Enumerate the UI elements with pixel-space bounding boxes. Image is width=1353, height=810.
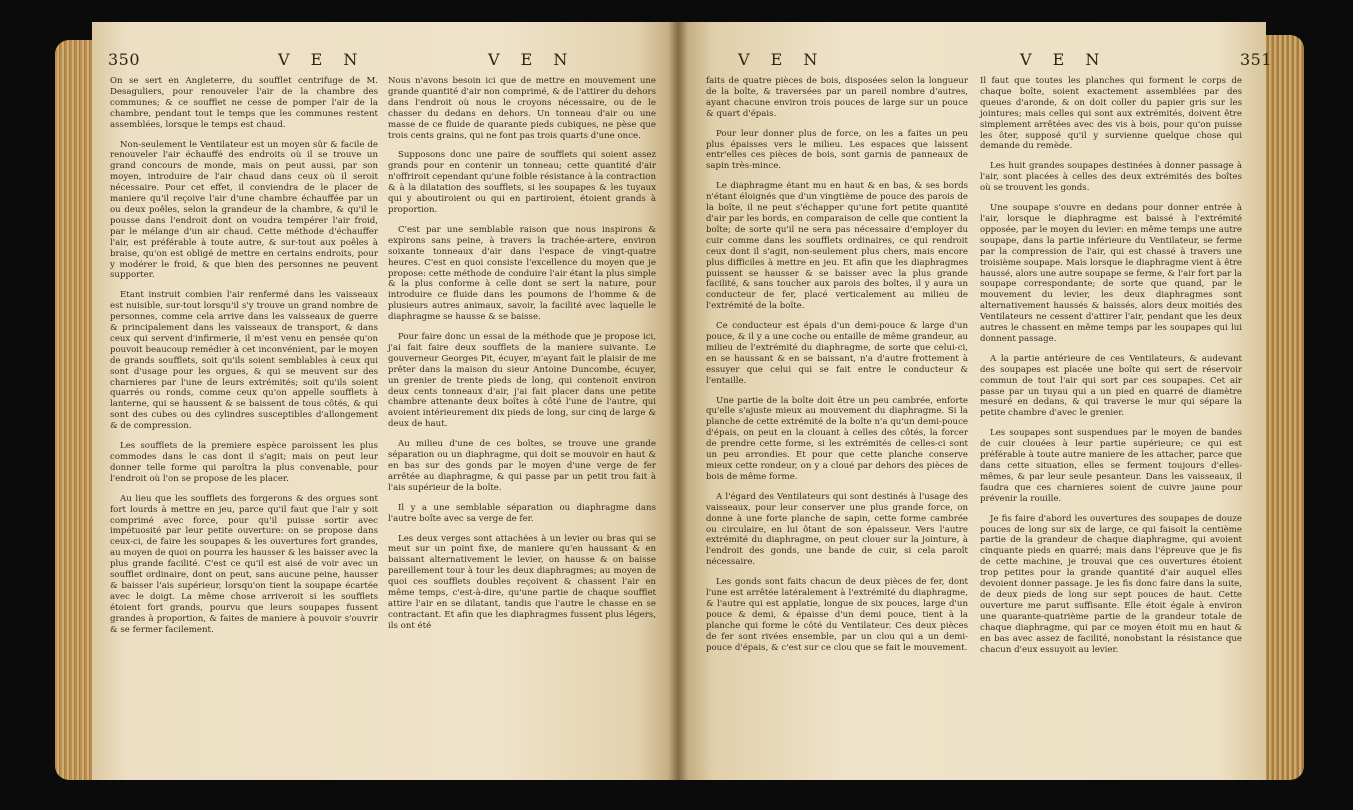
left-running-head: V E N bbox=[278, 50, 366, 69]
right-column-1 bbox=[706, 76, 968, 663]
paragraph: Il y a une semblable séparation ou diaphragme dans l'autre boîte avec sa verge de fer. bbox=[388, 502, 656, 524]
paragraph: Il faut que toutes les planches qui forment le corps de chaque boîte, soient exactement assemblées par des queues d'aronde, & on doit coller du papier gris sur les jointures; mais celles qui sont aux extrémités, doivent être simplement arrêtées avec des vis à bois, pour qu'on puisse les ôter, supposé qu'il y survienne quelque chose qui demande du remède. bbox=[980, 76, 1242, 152]
left-column-2 bbox=[388, 76, 656, 641]
paragraph: Une soupape s'ouvre en dedans pour donner entrée à l'air, lorsque le diaphragme est baissé à l'extrémité opposée, par le moyen du levier: en même temps une autre soupape, dans la partie inférieure du Ventilateur, se ferme par la compression de l'air, qui est chassé à travers une troisième soupape. Mais lorsque le diaphragme vient à être haussé, alors une autre soupape se ferme, & l'air fort par la soupape correspondante; de sorte que quand, par le mouvement du levier, les deux diaphragmes sont alternativement haussés & baissés, alors deux moitiés des Ventilateurs ne cessent d'attirer l'air, pendant que les deux autres le chassent en même temps par les soupapes qui lui donnent passage. bbox=[980, 203, 1242, 344]
paragraph: Pour faire donc un essai de la méthode que je propose ici, j'ai fait faire deux soufflets de la maniere suivante. Le gouverneur Georges Pit, écuyer, m'ayant fait le plaisir de me prêter dans la maison du sieur Antoine Duncombe, écuyer, un grenier de trente pieds de long, qui contenoit environ deux cents tonneaux d'air, j'ai fait placer dans une petite chambre attenante deux boîtes à côté l'une de l'autre, qui avoient intérieurement dix pieds de long, sur cinq de large & deux de haut. bbox=[388, 332, 656, 430]
paragraph: Je fis faire d'abord les ouvertures des soupapes de douze pouces de long sur six de large, ce qui faisoit la centième partie de la grandeur de chaque diaphragme, qui avoient cinquante pieds en quarré; mais dans l'épreuve que je fis de cette machine, je trouvai que ces ouvertures étoient trop petites pour la grande quantité d'air auquel elles devoient donner passage. Je les fis donc faire dans la suite, de deux pieds de long sur sept pouces de haut. Cette ouverture me parut suffisante. Elle étoit égale à environ une quarante-quatrième partie de la grandeur totale de chaque diaphragme, qui par ce moyen étoit mu en haut & en bas avec assez de facilité, nonobstant la résistance que chacun d'eux essuyoit au levier. bbox=[980, 513, 1242, 655]
paragraph: Les soufflets de la premiere espèce paroissent les plus commodes dans le cas dont il s'agit; mais on peut leur donner telle forme qui paroîtra la plus convenable, pour l'endroit où l'on se propose de les placer. bbox=[110, 441, 378, 484]
left-column-1 bbox=[110, 76, 378, 645]
paragraph: Au lieu que les soufflets des forgerons & des orgues sont fort lourds à mettre en jeu, parce qu'il faut que l'air y soit comprimé avec force, pour qu'il puisse sortir avec impétuosité par leur petite ouverture: on se propose dans ceux-ci, de faire les soupapes & les ouvertures fort grandes, au moyen de quoi on pourra les hausser & les baisser avec la plus grande facilité. C'est ce qu'il est aisé de voir avec un soufflet ordinaire, dont on peut, sans aucune peine, hausser & baisser l'ais supérieur, lorsqu'on tient la soupape écartée avec le doigt. La même chose arriveroit si les soufflets étoient fort grands, pourvu que leurs soupapes fussent grandes à proportion, & faites de maniere à pouvoir s'ouvrir & se fermer facilement. bbox=[110, 493, 378, 635]
paragraph: Les soupapes sont suspendues par le moyen de bandes de cuir clouées à leur partie supérieure; ce qui est préférable à toute autre maniere de les attacher, parce que dans cette situation, elles se ferment toujours d'elles-mêmes, & par leur seule pesanteur. Dans les vaisseaux, il faudra que ces charnieres soient de cuivre jaune pour prévenir la rouille. bbox=[980, 428, 1242, 504]
paragraph: Nous n'avons besoin ici que de mettre en mouvement une grande quantité d'air non comprimé, & de l'attirer du dehors dans l'endroit où nous le croyons nécessaire, ou de le chasser du dedans en dehors. Un tonneau d'air ou une masse de ce fluide de quarante pieds cubiques, ne pèse que trois cents grains, qui ne font pas trois quarts d'une once. bbox=[388, 76, 656, 141]
paragraph: Supposons donc une paire de soufflets qui soient assez grands pour en contenir un tonneau; cette quantité d'air n'offriroit cependant qu'une foible résistance à la contraction & à la dilatation des soufflets, si les soupapes & les tuyaux qui y aboutiroient ou qui en partiroient, étoient grands à proportion. bbox=[388, 150, 656, 215]
paragraph: Pour leur donner plus de force, on les a faites un peu plus épaisses vers le milieu. Les espaces que laissent entr'elles ces pièces de bois, sont garnis de panneaux de sapin très-mince. bbox=[706, 128, 968, 172]
paragraph: Le diaphragme étant mu en haut & en bas, & ses bords n'étant éloignés que d'un vingtième de pouce des parois de la boîte, il ne peut s'échapper qu'une fort petite quantité d'air par les bords, en comparaison de celle que contient la boîte; de sorte qu'il ne sera pas nécessaire d'employer du cuir comme dans les soufflets ordinaires, ce qui rendroit ceux dont il s'agit, non-seulement plus chers, mais encore plus difficiles à mettre en jeu. Et afin que les diaphragmes puissent se hausser & se baisser avec la plus grande facilité, & sans toucher aux parois des boîtes, il y aura un conducteur de fer, placé verticalement au milieu de l'extrémité de la boîte. bbox=[706, 181, 968, 312]
paragraph: Les gonds sont faits chacun de deux pièces de fer, dont l'une est arrêtée latéralement à l'extrémité du diaphragme, & l'autre qui est applatie, longue de six pouces, large d'un pouce & demi, & épaisse d'un demi pouce, tient à la planche qui forme le côté du Ventilateur. Ces deux pièces de fer sont rivées ensemble, par un clou qui a un demi-pouce d'épais, & c'est sur ce clou que se fait le mouvement. bbox=[706, 577, 968, 653]
paragraph: Les huit grandes soupapes destinées à donner passage à l'air, sont placées à celles des deux extrémités des boîtes où se trouvent les gonds. bbox=[980, 161, 1242, 194]
page-edges-left bbox=[55, 40, 95, 780]
paragraph: A la partie antérieure de ces Ventilateurs, & audevant des soupapes est placée une boîte qui sert de réservoir commun de tout l'air qui sort par ces soupapes. Cet air passe par un tuyau qui a un pied en quarré de diamètre mesuré en dedans, & qui traverse le mur qui sépare la petite chambre d'avec le grenier. bbox=[980, 353, 1242, 419]
paragraph: A l'égard des Ventilateurs qui sont destinés à l'usage des vaisseaux, pour leur conserver une plus grande force, on donne à une forte planche de sapin, cette forme cambrée ou circulaire, en lui ôtant de son épaisseur. Vers l'autre extrémité du diaphragme, on peut clouer sur la jointure, à l'endroit des gonds, une bande de cuir, si cela paroît nécessaire. bbox=[706, 491, 968, 568]
right-page-number: 351 bbox=[1240, 50, 1273, 69]
book-gutter bbox=[668, 22, 688, 780]
paragraph: Les deux verges sont attachées à un levier ou bras qui se meut sur un point fixe, de maniere qu'en haussant & en baissant alternativement le levier, on hausse & on baisse pareillement tour à tour les deux diaphragmes; au moyen de quoi ces soufflets doubles reçoivent & chassent l'air en même temps, c'est-à-dire, qu'une partie de chaque soufflet attire l'air en se dilatant, tandis que l'autre le chasse en se contractant. Et afin que les diaphragmes fussent plus légers, ils ont été bbox=[388, 533, 656, 631]
paragraph: Ce conducteur est épais d'un demi-pouce & large d'un pouce, & il y a une coche ou entaille de même grandeur, au milieu de l'extrémité du diaphragme, de sorte que celui-ci, en se haussant & en se baissant, n'a d'autre frottement à essuyer que celui qui se fait entre le conducteur & l'entaille. bbox=[706, 321, 968, 386]
right-running-head: V E N bbox=[738, 50, 826, 69]
paragraph: faits de quatre pièces de bois, disposées selon la longueur de la boîte, & traversées par un pareil nombre d'autres, ayant chacune environ trois pouces de large sur un pouce & quart d'épais. bbox=[706, 76, 968, 119]
paragraph: Au milieu d'une de ces boîtes, se trouve une grande séparation ou un diaphragme, qui doit se mouvoir en haut & en bas sur des gonds par le moyen d'une verge de fer arrêtée au diaphragme, & qui passe par un petit trou fait à l'ais supérieur de la boîte. bbox=[388, 439, 656, 493]
paragraph: Non-seulement le Ventilateur est un moyen sûr & facile de renouveler l'air échauffé des endroits où il se trouve un grand concours de monde, mais on peut aussi, par son moyen, introduire de l'air chaud dans ceux où il seroit nécessaire. Pour cet effet, il conviendra de le placer de maniere qu'il reçoive l'air d'une chambre échauffée par un ou deux poêles, selon la grandeur de la chambre, & qu'il le pousse dans l'endroit dont on voudra tempérer l'air froid, par le mélange d'un air chaud. Cette méthode d'échauffer l'air, est préférable à toute autre, & sur-tout aux poêles à braise, qu'on est obligé de mettre en certains endroits, pour y modérer le froid, & que bien des personnes ne peuvent supporter. bbox=[110, 139, 378, 281]
left-page-number: 350 bbox=[108, 50, 141, 69]
right-column-2 bbox=[980, 76, 1242, 664]
page-edges-right bbox=[1262, 35, 1304, 780]
paragraph: On se sert en Angleterre, du soufflet centrifuge de M. Desaguliers, pour renouveler l'air de la chambre des communes; & ce soufflet ne cesse de pomper l'air de la chambre, pendant tout le temps que les communes restent assemblées, lorsque le temps est chaud. bbox=[110, 76, 378, 130]
paragraph: C'est par une semblable raison que nous inspirons & expirons sans peine, à travers la trachée-artere, environ soixante tonneaux d'air dans l'espace de vingt-quatre heures. C'est en quoi consiste l'excellence du moyen que je propose: cette méthode de conduire l'air étant la plus simple & la plus conforme à celle dont se sert la nature, pour introduire ce fluide dans les poumons de l'homme & de plusieurs autres animaux, savoir, la facilité avec laquelle le diaphragme se hausse & se baisse. bbox=[388, 224, 656, 323]
paragraph: Une partie de la boîte doit être un peu cambrée, enforte qu'elle s'ajuste mieux au mouvement du diaphragme. Si la planche de cette extrémité de la boîte n'a qu'un demi-pouce d'épais, on peut en la clouant à celles des côtés, la forcer de prendre cette forme, si les extrémités de celles-ci sont un peu arrondies. Et pour que cette planche conserve mieux cette rondeur, on y a cloué par dehors des pièces de bois de même forme. bbox=[706, 395, 968, 482]
right-running-head-2: V E N bbox=[1020, 50, 1108, 69]
left-running-head-2: V E N bbox=[488, 50, 576, 69]
paragraph: Etant instruit combien l'air renfermé dans les vaisseaux est nuisible, sur-tout lorsqu'il s'y trouve un grand nombre de personnes, comme cela arrive dans les vaisseaux de guerre & principalement dans les vaisseaux de transport, & dans ceux qui servent d'infirmerie, il m'est venu en pensée qu'on pouvoit beaucoup remédier à cet inconvénient, par le moyen de grands soufflets, soit qu'ils soient semblables à ceux qui sont d'usage pour les orgues, & qui se meuvent sur des charnieres par l'une de leurs extrémités; soit qu'ils soient quarrés ou ronds, comme ceux qu'on appelle soufflets à lanterne, qui se haussent & se baissent de tous côtés, & qui sont des cubes ou des cylindres susceptibles d'allongement & de compression. bbox=[110, 290, 378, 432]
